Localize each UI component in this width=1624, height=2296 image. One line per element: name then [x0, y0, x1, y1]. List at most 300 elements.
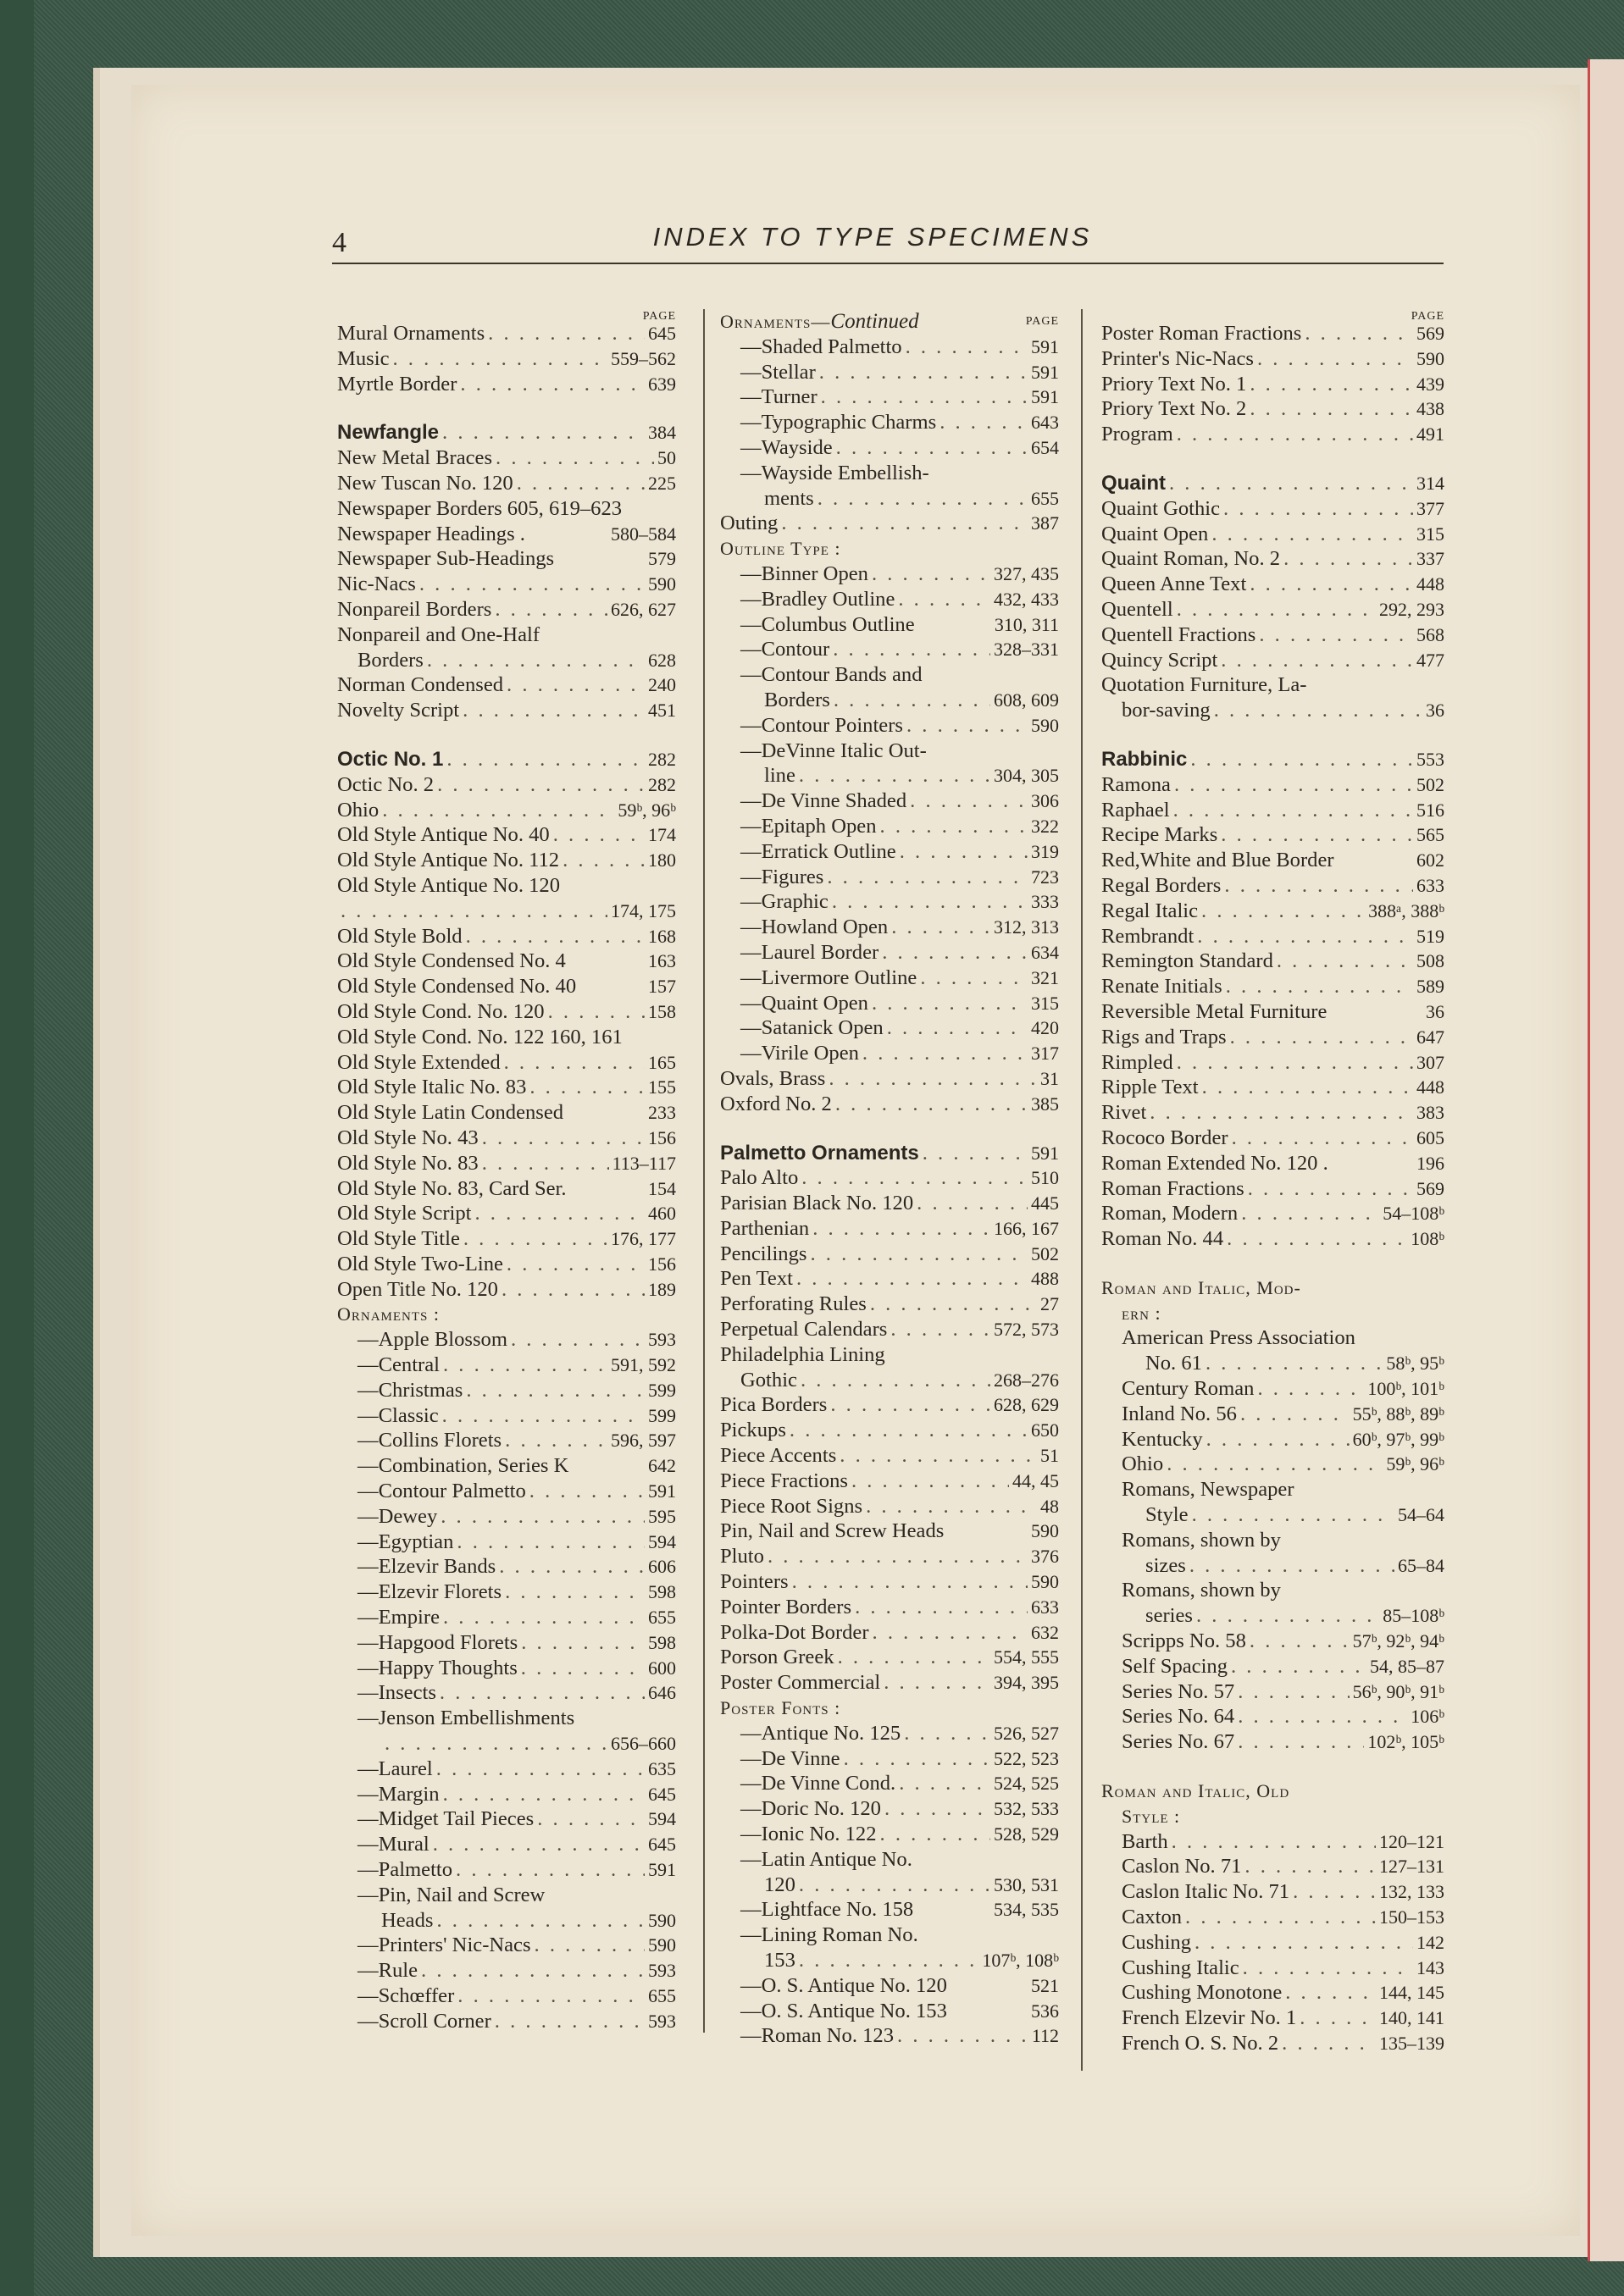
- page-ref: 385: [1031, 1093, 1059, 1115]
- entry-name: —Happy Thoughts: [358, 1656, 518, 1679]
- page-ref: 594: [648, 1808, 676, 1830]
- index-entry: [720, 1418, 1059, 1443]
- dot-leader: [834, 688, 990, 713]
- index-entry: [1101, 321, 1444, 346]
- page-ref: 438: [1416, 398, 1444, 420]
- index-entry: [720, 1494, 1059, 1519]
- entry-name: Style: [1145, 1503, 1189, 1527]
- entry-name: —De Vinne Shaded: [740, 789, 907, 813]
- dot-leader: [419, 572, 645, 597]
- entry-name: Old Style Antique No. 112: [337, 849, 560, 872]
- page-ref: 502: [1416, 773, 1444, 795]
- entry-name: —Binner Open: [740, 562, 868, 585]
- index-entry: [337, 1428, 676, 1453]
- dot-leader: [884, 1670, 990, 1696]
- entry-name: Pickups: [720, 1419, 786, 1442]
- index-entry: [1101, 1025, 1444, 1050]
- dot-leader: [511, 1327, 645, 1353]
- dot-leader: [496, 445, 654, 471]
- index-entry: [1101, 1980, 1444, 2006]
- index-entry: [337, 546, 676, 572]
- index-entry: [337, 924, 676, 949]
- entry-name: Century Roman: [1122, 1377, 1255, 1401]
- page-ref: 174: [648, 824, 676, 846]
- index-entry: [1101, 1930, 1444, 1956]
- spacer: [913, 1897, 994, 1923]
- page-ref: 384: [648, 422, 676, 444]
- index-entry: [720, 991, 1059, 1016]
- dot-leader: [899, 1771, 990, 1796]
- dot-leader: [1250, 372, 1413, 397]
- spacer: [1327, 999, 1426, 1025]
- index-entry: [720, 1392, 1059, 1418]
- dot-leader: [457, 1530, 645, 1555]
- index-entry: [720, 1746, 1059, 1772]
- index-entry: [720, 1771, 1059, 1796]
- entry-name: Pin, Nail and Screw Heads: [720, 1519, 945, 1543]
- dot-leader: [443, 1605, 645, 1630]
- dot-leader: [1250, 396, 1413, 422]
- index-entry: [337, 1302, 676, 1327]
- index-entry: [337, 1605, 676, 1630]
- entry-name: Old Style Title: [337, 1227, 460, 1251]
- dot-leader: [1244, 1854, 1376, 1879]
- spacer: [915, 612, 995, 638]
- page-ref: 646: [648, 1682, 676, 1704]
- page-ref: 388ᵃ, 388ᵇ: [1368, 899, 1444, 921]
- index-entry: [720, 1266, 1059, 1292]
- dot-leader: [436, 1757, 645, 1782]
- dot-leader: [507, 672, 645, 698]
- index-entry: [1101, 974, 1444, 999]
- page-ref: 48: [1040, 1495, 1059, 1517]
- index-entry: [720, 435, 1059, 461]
- index-entry: [337, 1176, 676, 1202]
- index-column-2: [720, 309, 1059, 2049]
- index-entry: [1101, 747, 1444, 772]
- entry-name: Reversible Metal Furniture: [1101, 999, 1327, 1023]
- page-ref: 591: [648, 1859, 676, 1881]
- dot-leader: [505, 1428, 607, 1453]
- page-ref: 420: [1031, 1017, 1059, 1039]
- index-entry: [720, 688, 1059, 713]
- index-entry: [1101, 1729, 1444, 1755]
- dot-leader: [866, 1494, 1037, 1519]
- header-rule: [332, 263, 1444, 264]
- dot-leader: [441, 1504, 645, 1530]
- page-ref: 590: [648, 1909, 676, 1931]
- dot-leader: [521, 1656, 645, 1681]
- dot-leader: [1189, 1553, 1394, 1579]
- page-ref: 196: [1416, 1152, 1444, 1174]
- dot-leader: [801, 1165, 1028, 1191]
- entry-name: —Midget Tail Pieces: [358, 1807, 535, 1831]
- page-ref: 596, 597: [611, 1430, 676, 1452]
- page-ref: 565: [1416, 824, 1444, 846]
- entry-name: —Erratick Outline: [740, 839, 896, 863]
- page-ref: 599: [648, 1404, 676, 1426]
- index-entry: [720, 2023, 1059, 2049]
- page-ref: 322: [1031, 815, 1059, 837]
- dot-leader: [884, 1796, 990, 1822]
- index-entry: [720, 1469, 1059, 1494]
- index-entry: [720, 360, 1059, 385]
- entry-name: Caxton: [1122, 1906, 1183, 1929]
- entry-name: —Contour Bands and: [740, 663, 923, 687]
- entry-name: —Contour Pointers: [740, 713, 903, 737]
- index-entry: [720, 1519, 1059, 1544]
- page-ref: 59ᵇ, 96ᵇ: [618, 799, 676, 821]
- entry-name: Renate Initials: [1101, 975, 1222, 999]
- index-entry: [337, 471, 676, 496]
- dot-leader: [1238, 1729, 1364, 1755]
- index-entry: [1101, 1704, 1444, 1729]
- index-entry: [337, 1075, 676, 1100]
- index-entry: [720, 562, 1059, 587]
- dot-leader: [1232, 1126, 1413, 1151]
- index-entry: [720, 410, 1059, 435]
- index-entry: [337, 672, 676, 698]
- page-ref: 521: [1031, 1974, 1059, 1996]
- spacer: [567, 1176, 648, 1202]
- dot-leader: [443, 1782, 645, 1807]
- index-entry: [720, 385, 1059, 410]
- column-rule: [703, 309, 705, 2033]
- entry-name: Caslon No. 71: [1122, 1855, 1242, 1878]
- index-entry: [337, 372, 676, 397]
- page-ref: 591: [1031, 335, 1059, 357]
- entry-name: Old Style Bold: [337, 924, 463, 948]
- entry-name: —Rule: [358, 1959, 418, 1983]
- page-ref: 639: [648, 373, 676, 395]
- dot-leader: [421, 1958, 645, 1983]
- entry-name: Piece Accents: [720, 1444, 837, 1468]
- dot-leader: [1240, 1402, 1350, 1427]
- entry-name: —Jenson Embellishments: [358, 1707, 575, 1730]
- index-entry: [1101, 1301, 1444, 1326]
- page-ref: 602: [1416, 849, 1444, 871]
- index-entry: [337, 1277, 676, 1303]
- index-entry: [1101, 648, 1444, 673]
- dot-leader: [891, 915, 990, 940]
- page-ref: 595: [648, 1505, 676, 1527]
- index-entry: [720, 1317, 1059, 1342]
- entry-name: Oxford No. 2: [720, 1092, 832, 1115]
- page-ref: 591, 592: [611, 1354, 676, 1376]
- index-entry: [337, 949, 676, 974]
- index-entry: [720, 865, 1059, 890]
- letter-heading-entry: Octic No. 1: [337, 747, 444, 771]
- entry-name: sizes: [1145, 1553, 1186, 1577]
- page-ref: 157: [648, 976, 676, 998]
- page-ref: 559–562: [611, 347, 676, 369]
- entry-name: —Scroll Corner: [358, 2009, 491, 2033]
- page-ref: 502: [1031, 1242, 1059, 1264]
- page-ref: 112: [1031, 2025, 1059, 2047]
- index-entry: [337, 1201, 676, 1226]
- entry-name: Series No. 57: [1122, 1679, 1235, 1703]
- dot-leader: [1150, 1100, 1413, 1126]
- page-ref: 176, 177: [611, 1228, 676, 1250]
- entry-name: —Printers' Nic-Nacs: [358, 1934, 531, 1957]
- column-rule: [1081, 309, 1083, 2071]
- entry-name: Inland No. 56: [1122, 1402, 1237, 1425]
- dot-leader: [505, 1580, 645, 1605]
- entry-name: Quentell: [1101, 597, 1173, 621]
- entry-name: Barth: [1122, 1829, 1168, 1853]
- dot-leader: [851, 1469, 1009, 1494]
- page-ref: 605: [1416, 1126, 1444, 1148]
- index-entry: [1101, 1879, 1444, 1905]
- page-ref: 643: [1031, 412, 1059, 434]
- entry-name: Series No. 64: [1122, 1705, 1235, 1729]
- dot-leader: [810, 1242, 1028, 1267]
- index-entry: [1101, 1427, 1444, 1452]
- index-entry: [1101, 1578, 1444, 1603]
- page-ref: 107ᵇ, 108ᵇ: [982, 1950, 1059, 1971]
- entry-name: Quaint Open: [1101, 522, 1209, 545]
- dot-leader: [790, 1418, 1028, 1443]
- entry-name: Pluto: [720, 1545, 764, 1568]
- entry-name: —Laurel Border: [740, 940, 879, 964]
- page-ref: 189: [648, 1278, 676, 1300]
- page-number: 4: [332, 227, 346, 258]
- index-entry: [337, 648, 676, 673]
- dot-leader: [1300, 2006, 1376, 2031]
- page-ref: 155: [648, 1076, 676, 1098]
- dot-leader: [1206, 1427, 1350, 1452]
- index-entry: [1101, 1905, 1444, 1930]
- dot-leader: [1202, 1075, 1413, 1100]
- dot-leader: [1277, 949, 1413, 974]
- dot-leader: [529, 1479, 645, 1504]
- index-entry: [1101, 1829, 1444, 1855]
- index-entry: [720, 940, 1059, 965]
- index-entry: [337, 1832, 676, 1857]
- entry-name: Quaint Roman, No. 2: [1101, 547, 1281, 571]
- page-ref: 282: [648, 748, 676, 770]
- page-ref: 589: [1416, 976, 1444, 998]
- dot-leader: [906, 335, 1028, 360]
- page-ref: 144, 145: [1379, 1982, 1444, 2004]
- index-entry: [720, 1141, 1059, 1166]
- entry-name: —Dewey: [358, 1504, 438, 1528]
- entry-name: Perpetual Calendars: [720, 1318, 888, 1342]
- index-entry: [337, 1933, 676, 1958]
- entry-name: Roman No. 44: [1101, 1227, 1224, 1251]
- dot-leader: [392, 346, 607, 372]
- entry-name: —Empire: [358, 1606, 440, 1629]
- entry-name: New Tuscan No. 120: [337, 471, 513, 495]
- entry-name: Quentell Fractions: [1101, 622, 1256, 646]
- entry-name: Roman Extended No. 120 .: [1101, 1151, 1328, 1175]
- entry-name: Borders: [358, 648, 424, 672]
- index-entry: [1101, 1779, 1444, 1804]
- index-entry: [720, 1066, 1059, 1092]
- index-entry: [1101, 622, 1444, 648]
- dot-leader: [833, 637, 990, 662]
- dot-leader: [897, 2023, 1028, 2049]
- page-ref: 102ᵇ, 105ᵇ: [1367, 1731, 1444, 1753]
- page-ref: 594: [648, 1530, 676, 1552]
- dot-leader: [792, 1569, 1028, 1595]
- page-ref: 432, 433: [994, 588, 1059, 610]
- index-entry: [720, 637, 1059, 662]
- entry-name: Kentucky: [1122, 1427, 1203, 1451]
- entry-name: Poster Commercial: [720, 1671, 881, 1695]
- index-entry: [720, 788, 1059, 814]
- page-ref: 448: [1416, 573, 1444, 595]
- index-column-3: [1101, 309, 1444, 2056]
- entry-name: Gothic: [740, 1368, 797, 1391]
- index-entry: [337, 1252, 676, 1277]
- index-entry: [337, 1327, 676, 1353]
- entry-name: Palo Alto: [720, 1166, 799, 1190]
- entry-name: 120: [764, 1873, 795, 1896]
- entry-name: Pica Borders: [720, 1393, 828, 1417]
- index-entry: [337, 798, 676, 823]
- dot-leader: [440, 1680, 645, 1706]
- page-ref: 59ᵇ, 96ᵇ: [1386, 1453, 1444, 1475]
- entry-name: —Apple Blossom: [358, 1328, 507, 1352]
- dot-leader: [460, 372, 645, 397]
- index-entry: [1101, 848, 1444, 873]
- facing-page-edge: [1588, 59, 1624, 2261]
- dot-leader: [1206, 1351, 1383, 1376]
- page-ref: 572, 573: [994, 1319, 1059, 1341]
- entry-name: —Figures: [740, 865, 824, 888]
- dot-leader: [535, 1933, 645, 1958]
- entry-name: Rimpled: [1101, 1050, 1173, 1074]
- dot-leader: [1177, 422, 1413, 447]
- index-entry: [337, 1504, 676, 1530]
- entry-name: Program: [1101, 423, 1173, 446]
- index-entry: [720, 1620, 1059, 1646]
- index-entry: [720, 763, 1059, 788]
- index-entry: [720, 1873, 1059, 1898]
- page-ref: 569: [1416, 1177, 1444, 1199]
- index-entry: [720, 486, 1059, 512]
- index-entry: [720, 1041, 1059, 1066]
- page-ref: 528, 529: [994, 1823, 1059, 1845]
- index-entry: [720, 1999, 1059, 2024]
- entry-name: Rigs and Traps: [1101, 1025, 1227, 1048]
- index-entry: [337, 1983, 676, 2009]
- entry-name: Romans, shown by: [1122, 1579, 1281, 1602]
- dot-leader: [796, 1266, 1028, 1292]
- page-ref: 633: [1416, 874, 1444, 896]
- entry-name: American Press Association: [1122, 1326, 1355, 1350]
- page-ref: 451: [648, 700, 676, 722]
- spacer: [947, 1973, 1031, 1999]
- entry-name: —Combination, Series K: [358, 1454, 569, 1478]
- index-entry: [1101, 1502, 1444, 1528]
- page-ref: 591: [1031, 386, 1059, 408]
- entry-name: Cushing Monotone: [1122, 1981, 1283, 2005]
- index-entry: [720, 1368, 1059, 1393]
- page-ref: 632: [1031, 1621, 1059, 1643]
- entry-name: Borders: [764, 688, 830, 711]
- entry-name: Caslon Italic No. 71: [1122, 1880, 1290, 1904]
- page-ref: 526, 527: [994, 1722, 1059, 1744]
- entry-name: Nic-Nacs: [337, 573, 416, 596]
- dot-leader: [781, 511, 1028, 536]
- dot-leader: [1238, 1704, 1407, 1729]
- page-ref: 57ᵇ, 92ᵇ, 94ᵇ: [1352, 1630, 1444, 1652]
- entry-name: —Central: [358, 1353, 440, 1377]
- dot-leader: [482, 1126, 645, 1151]
- index-entry: [720, 739, 1059, 764]
- index-entry: [337, 2009, 676, 2034]
- dot-leader: [437, 772, 645, 798]
- running-head: INDEX TO TYPE SPECIMENS: [652, 222, 1093, 252]
- entry-name: —Collins Florets: [358, 1429, 502, 1452]
- index-entry: [1101, 1325, 1444, 1351]
- page-ref: 140, 141: [1379, 2007, 1444, 2029]
- entry-name: Music: [337, 346, 390, 370]
- page-ref: 593: [648, 1960, 676, 1982]
- entry-name: Newspaper Headings .: [337, 522, 525, 545]
- page-ref: 142: [1416, 1931, 1444, 1953]
- entry-name: —Graphic: [740, 890, 829, 914]
- page-ref: 642: [648, 1455, 676, 1477]
- index-entry: [720, 587, 1059, 612]
- entry-name: —Satanick Open: [740, 1016, 884, 1040]
- page-ref: 319: [1031, 840, 1059, 862]
- page-ref: 569: [1416, 323, 1444, 344]
- entry-name: Pointer Borders: [720, 1595, 852, 1618]
- entry-name: Novelty Script: [337, 699, 460, 722]
- index-entry: [1101, 1956, 1444, 1981]
- index-entry: [337, 1554, 676, 1580]
- entry-name: Nonpareil Borders: [337, 597, 492, 621]
- index-entry: [720, 1948, 1059, 1973]
- index-entry: [720, 889, 1059, 915]
- entry-name: Cushing Italic: [1122, 1956, 1239, 1979]
- spacer: [947, 1999, 1031, 2024]
- entry-name: —Bradley Outline: [740, 587, 895, 611]
- section-heading: Roman and Italic, Old: [1101, 1780, 1290, 1802]
- page-ref: 554, 555: [994, 1646, 1059, 1668]
- dot-leader: [768, 1544, 1028, 1569]
- entry-name: Mural Ornaments: [337, 322, 485, 345]
- dot-leader: [1250, 1629, 1350, 1654]
- index-entry: [1101, 798, 1444, 823]
- entry-name: —O. S. Antique No. 120: [740, 1973, 947, 1997]
- index-column-1: [337, 309, 676, 2034]
- page-ref: 106ᵇ: [1411, 1706, 1444, 1728]
- dot-leader: [890, 1317, 990, 1342]
- page-ref: 315: [1031, 992, 1059, 1014]
- entry-name: Rivet: [1101, 1101, 1147, 1125]
- index-entry: [1101, 372, 1444, 397]
- page-ref: 180: [648, 849, 676, 871]
- dot-leader: [880, 1822, 990, 1847]
- dot-leader: [827, 865, 1028, 890]
- page-ref: 120–121: [1379, 1830, 1444, 1852]
- dot-leader: [904, 1721, 990, 1746]
- dot-leader: [1257, 1376, 1364, 1402]
- index-entry: [337, 445, 676, 471]
- entry-name: Ovals, Brass: [720, 1066, 826, 1090]
- letter-heading-entry: Quaint: [1101, 471, 1166, 495]
- page-ref: 579: [648, 548, 676, 570]
- entry-name: Octic No. 2: [337, 772, 435, 796]
- entry-name: —Epitaph Open: [740, 814, 877, 838]
- spacer: [563, 1100, 648, 1126]
- index-entry: [337, 1883, 676, 1908]
- index-entry: [1101, 1100, 1444, 1126]
